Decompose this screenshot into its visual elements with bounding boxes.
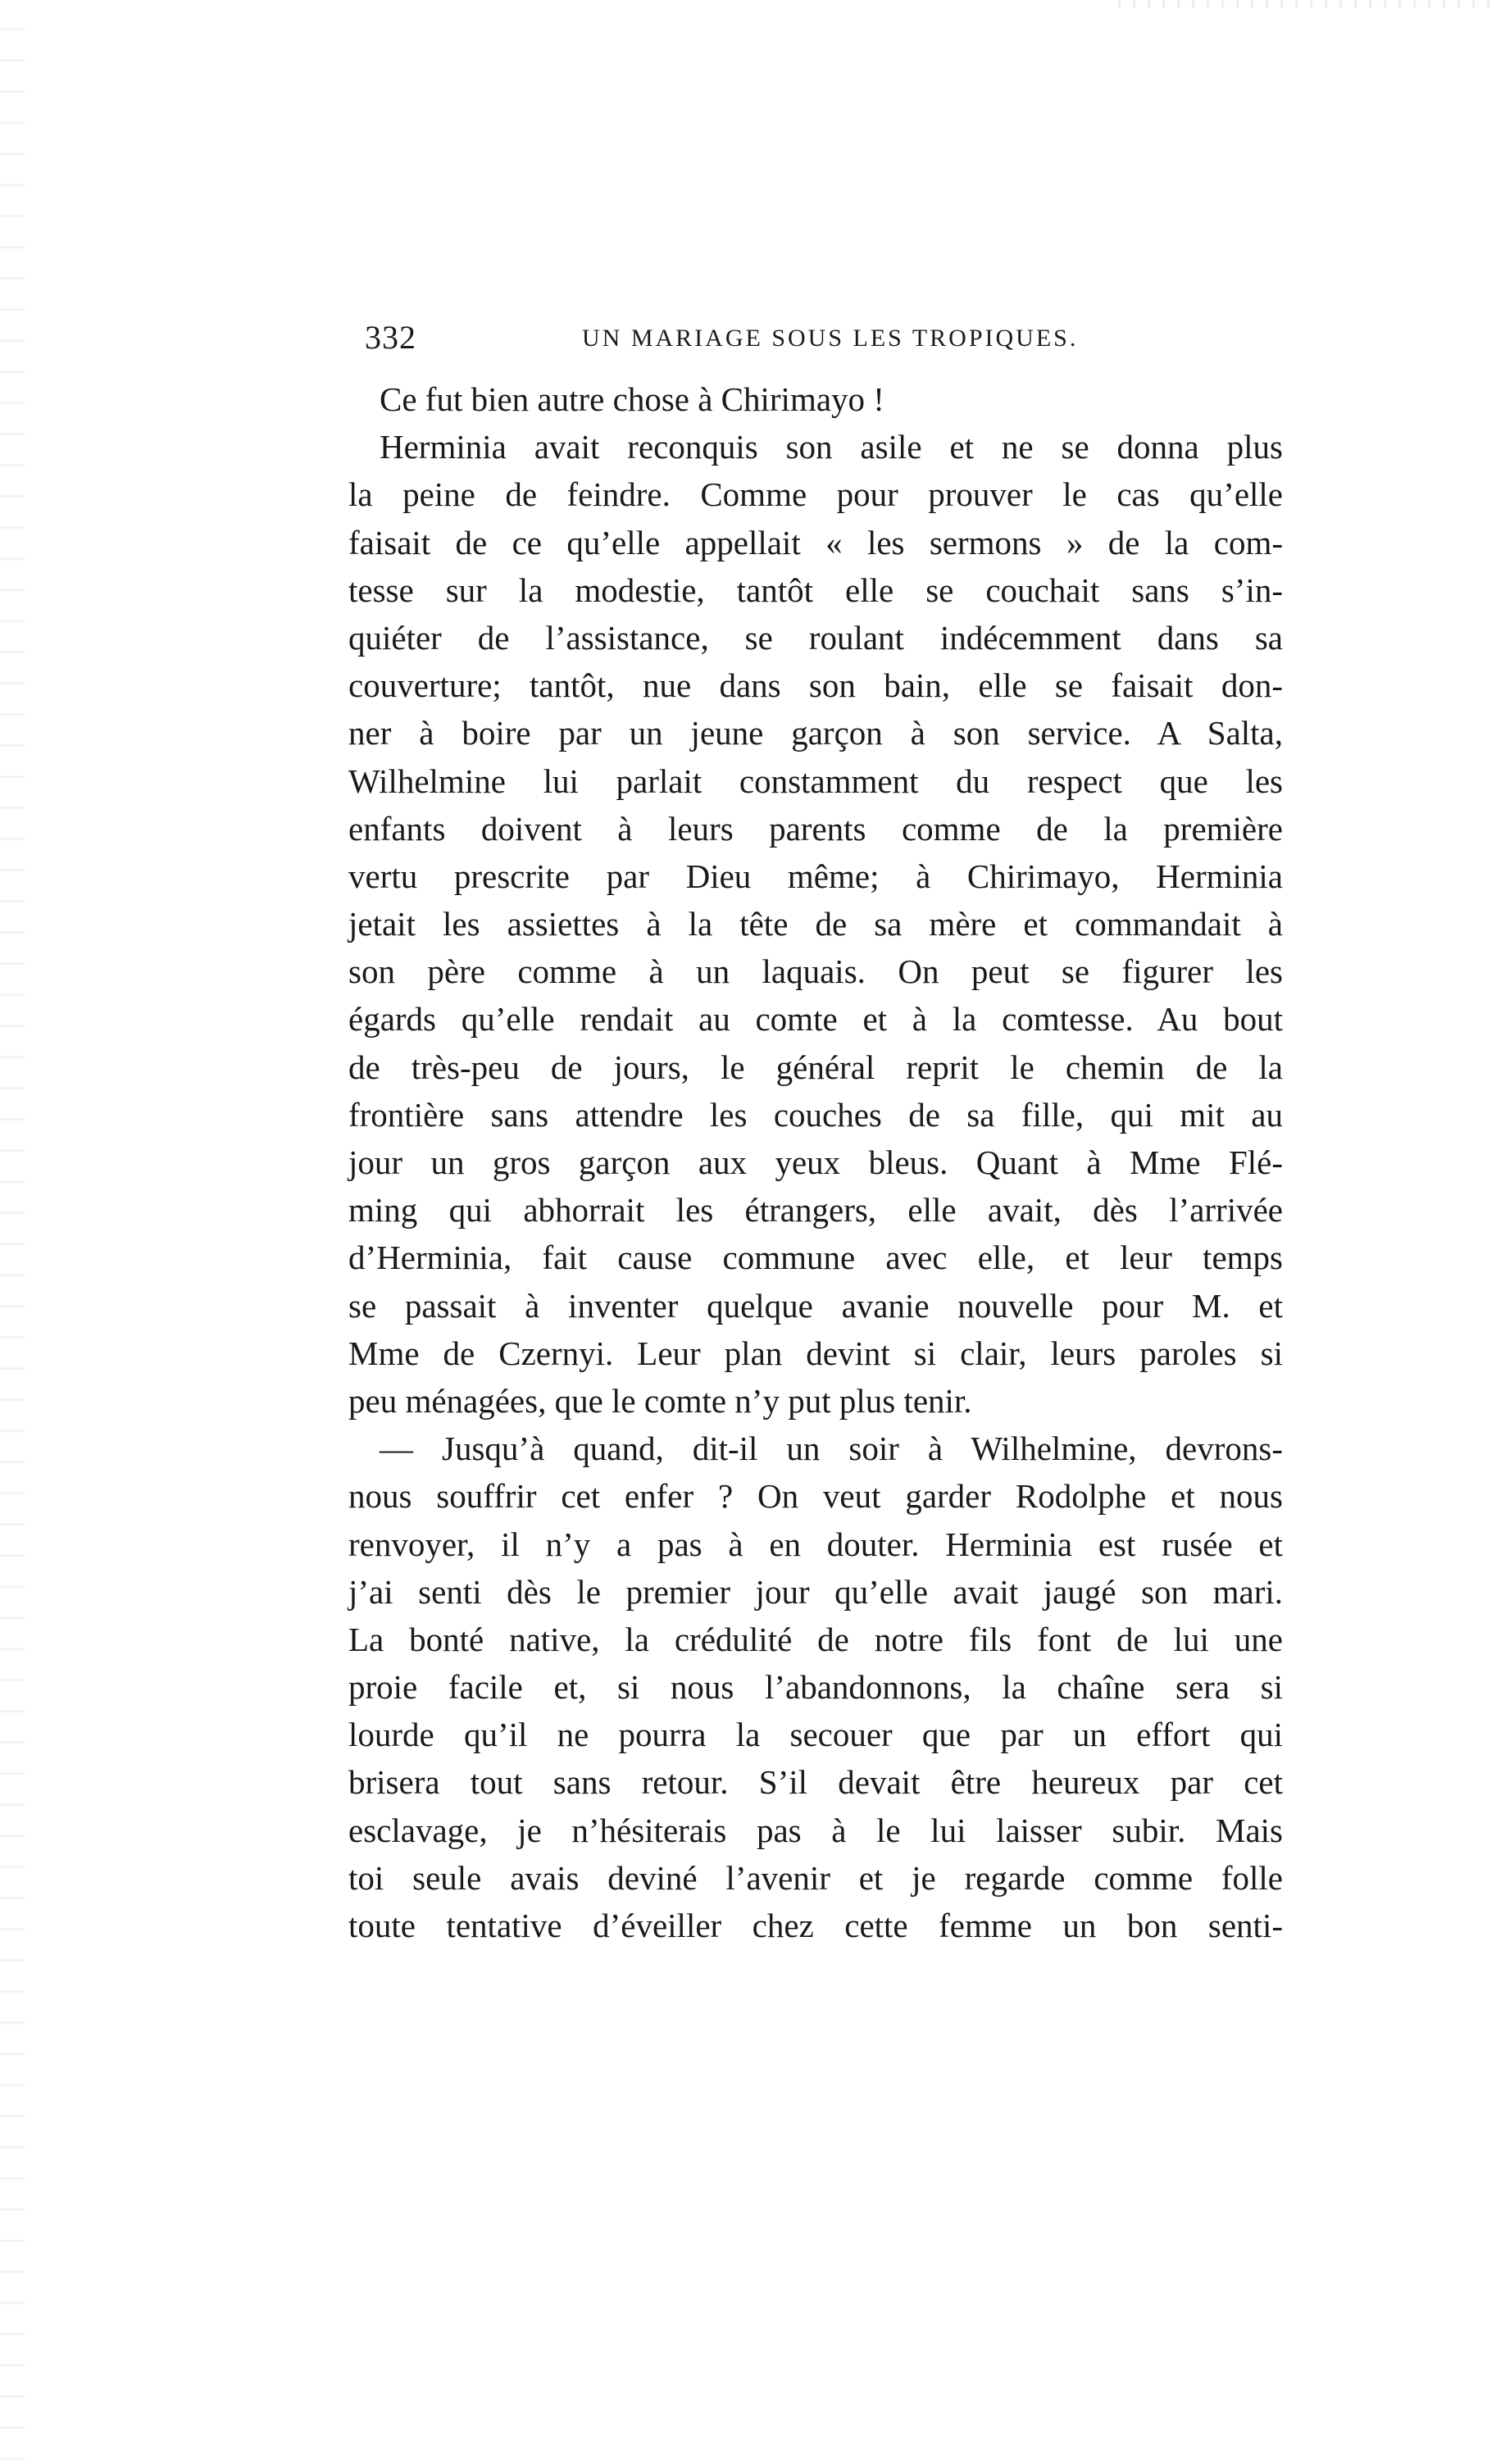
text-line: La bonté native, la crédulité de notre fils font de lui une (348, 1620, 1283, 1658)
text-line: lourde qu’il ne pourra la secouer que par un effort qui (348, 1716, 1283, 1754)
text-line: proie facile et, si nous l’abandonnons, la chaîne sera si (348, 1668, 1283, 1707)
text-line: toute tentative d’éveiller chez cette femme un bon senti- (348, 1907, 1283, 1944)
text-line: Wilhelmine lui parlait constamment du respect que les (348, 761, 1283, 800)
text-line: toi seule avais deviné l’avenir et je regarde comme folle (348, 1858, 1283, 1897)
text-line: enfants doivent à leurs parents comme de la première (348, 809, 1283, 848)
text-line: son père comme à un laquais. On peut se figurer les (348, 952, 1283, 991)
text-line: Mme de Czernyi. Leur plan devint si clair, leurs paroles si (348, 1334, 1283, 1372)
text-line: faisait de ce qu’elle appellait « les sermons » de la com- (348, 523, 1283, 561)
text-line: Herminia avait reconquis son asile et ne se donna plus (380, 428, 1283, 466)
text-line: tesse sur la modestie, tantôt elle se couchait sans s’in- (348, 571, 1283, 609)
text-line: jetait les assiettes à la tête de sa mère et commandait à (348, 905, 1283, 943)
text-line: la peine de feindre. Comme pour prouver le cas qu’elle (348, 475, 1283, 514)
page-header (365, 318, 1283, 367)
scan-edge-top (1107, 0, 1496, 8)
page-number: 332 (365, 319, 416, 356)
text-line: — Jusqu’à quand, dit-il un soir à Wilhelmine, devrons- (380, 1430, 1283, 1468)
text-line: esclavage, je n’hésiterais pas à le lui laisser subir. Mais (348, 1811, 1283, 1849)
text-line: vertu prescrite par Dieu même; à Chirimayo, Herminia (348, 857, 1283, 895)
text-line: jour un gros garçon aux yeux bleus. Quant à Mme Flé- (348, 1143, 1283, 1181)
text-line: quiéter de l’assistance, se roulant indécemment dans sa (348, 618, 1283, 657)
text-line: égards qu’elle rendait au comte et à la comtesse. Au bout (348, 1000, 1283, 1039)
text-line: se passait à inventer quelque avanie nouvelle pour M. et (348, 1286, 1283, 1325)
text-line: peu ménagées, que le comte n’y put plus tenir. (348, 1381, 972, 1420)
text-line: frontière sans attendre les couches de sa fille, qui mit au (348, 1095, 1283, 1134)
text-line: nous souffrir cet enfer ? On veut garder Rodolphe et nous (348, 1477, 1283, 1516)
text-line: de très-peu de jours, le général reprit le chemin de la (348, 1048, 1283, 1086)
text-line: renvoyer, il n’y a pas à en douter. Herminia est rusée et (348, 1525, 1283, 1563)
text-line: brisera tout sans retour. S’il devait être heureux par cet (348, 1763, 1283, 1802)
scan-edge-left (0, 0, 25, 2464)
text-line: j’ai senti dès le premier jour qu’elle avait jaugé son mari. (348, 1572, 1283, 1611)
running-title: UN MARIAGE SOUS LES TROPIQUES. (582, 325, 1079, 352)
text-line: ner à boire par un jeune garçon à son service. A Salta, (348, 714, 1283, 752)
text-line: ming qui abhorrait les étrangers, elle avait, dès l’arrivée (348, 1191, 1283, 1230)
text-line: d’Herminia, fait cause commune avec elle, et leur temps (348, 1239, 1283, 1277)
text-line: couverture; tantôt, nue dans son bain, elle se faisait don- (348, 666, 1283, 705)
body-text (348, 375, 1283, 1949)
text-line: Ce fut bien autre chose à Chirimayo ! (380, 380, 884, 418)
